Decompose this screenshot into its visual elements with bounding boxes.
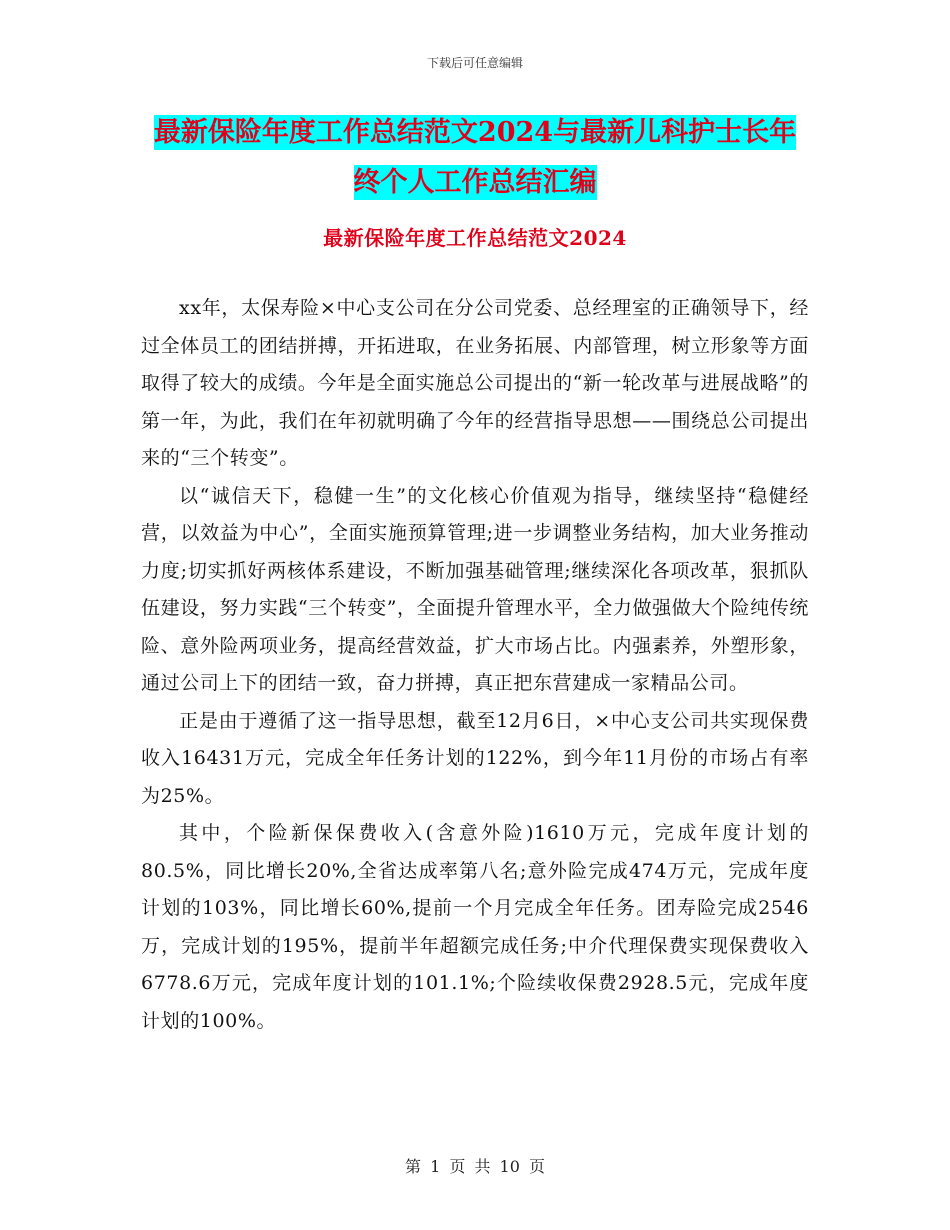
document-title [0,108,950,208]
page-footer: 第 1 页 共 10 页 [405,1157,545,1176]
section-title: 最新保险年度工作总结范文2024 [323,226,627,250]
document-title-line-2 [0,158,950,208]
document-body [141,290,809,1040]
title-highlight-2: 终个人工作总结汇编 [353,167,597,198]
paragraph-1: xx年，太保寿险×中心支公司在分公司党委、总经理室的正确领导下，经过全体员工的团结拼搏，开拓进取，在业务拓展、内部管理，树立形象等方面取得了较大的成绩。今年是全面实施总公司提出的“新一轮改革与进展战略”的第一年，为此，我们在年初就明确了今年的经营指导思想——围绕总公司提出来的“三个转变”。 [141,297,809,469]
paragraph-3: 正是由于遵循了这一指导思想，截至12月6日，×中心支公司共实现保费收入16431万元，完成全年任务计划的122%，到今年11月份的市场占有率为25%。 [141,709,809,807]
paragraph-4: 其中，个险新保保费收入(含意外险)1610万元，完成年度计划的80.5%，同比增长20%,全省达成率第八名;意外险完成474万元，完成年度计划的103%，同比增长60%,提前一个月完成全年任务。团寿险完成2546万，完成计划的195%，提前半年超额完成任务;中介代理保费实现保费收入6778.6万元，完成年度计划的101.1%;个险续收保费2928.5元，完成年度计划的100%。 [141,822,809,1032]
page-header-note: 下载后可任意编辑 [426,56,523,70]
title-highlight-1: 最新保险年度工作总结范文2024与最新儿科护士长年 [153,117,797,148]
document-title-line-1 [0,108,950,158]
paragraph-2: 以“诚信天下，稳健一生”的文化核心价值观为指导，继续坚持“稳健经营，以效益为中心”，全面实施预算管理;进一步调整业务结构，加大业务推动力度;切实抓好两核体系建设，不断加强基础管理;继续深化各项改革，狠抓队伍建设，努力实践“三个转变”，全面提升管理水平，全力做强做大个险纯传统险、意外险两项业务，提高经营效益，扩大市场占比。内强素养，外塑形象，通过公司上下的团结一致，奋力拼搏，真正把东营建成一家精品公司。 [141,484,809,694]
